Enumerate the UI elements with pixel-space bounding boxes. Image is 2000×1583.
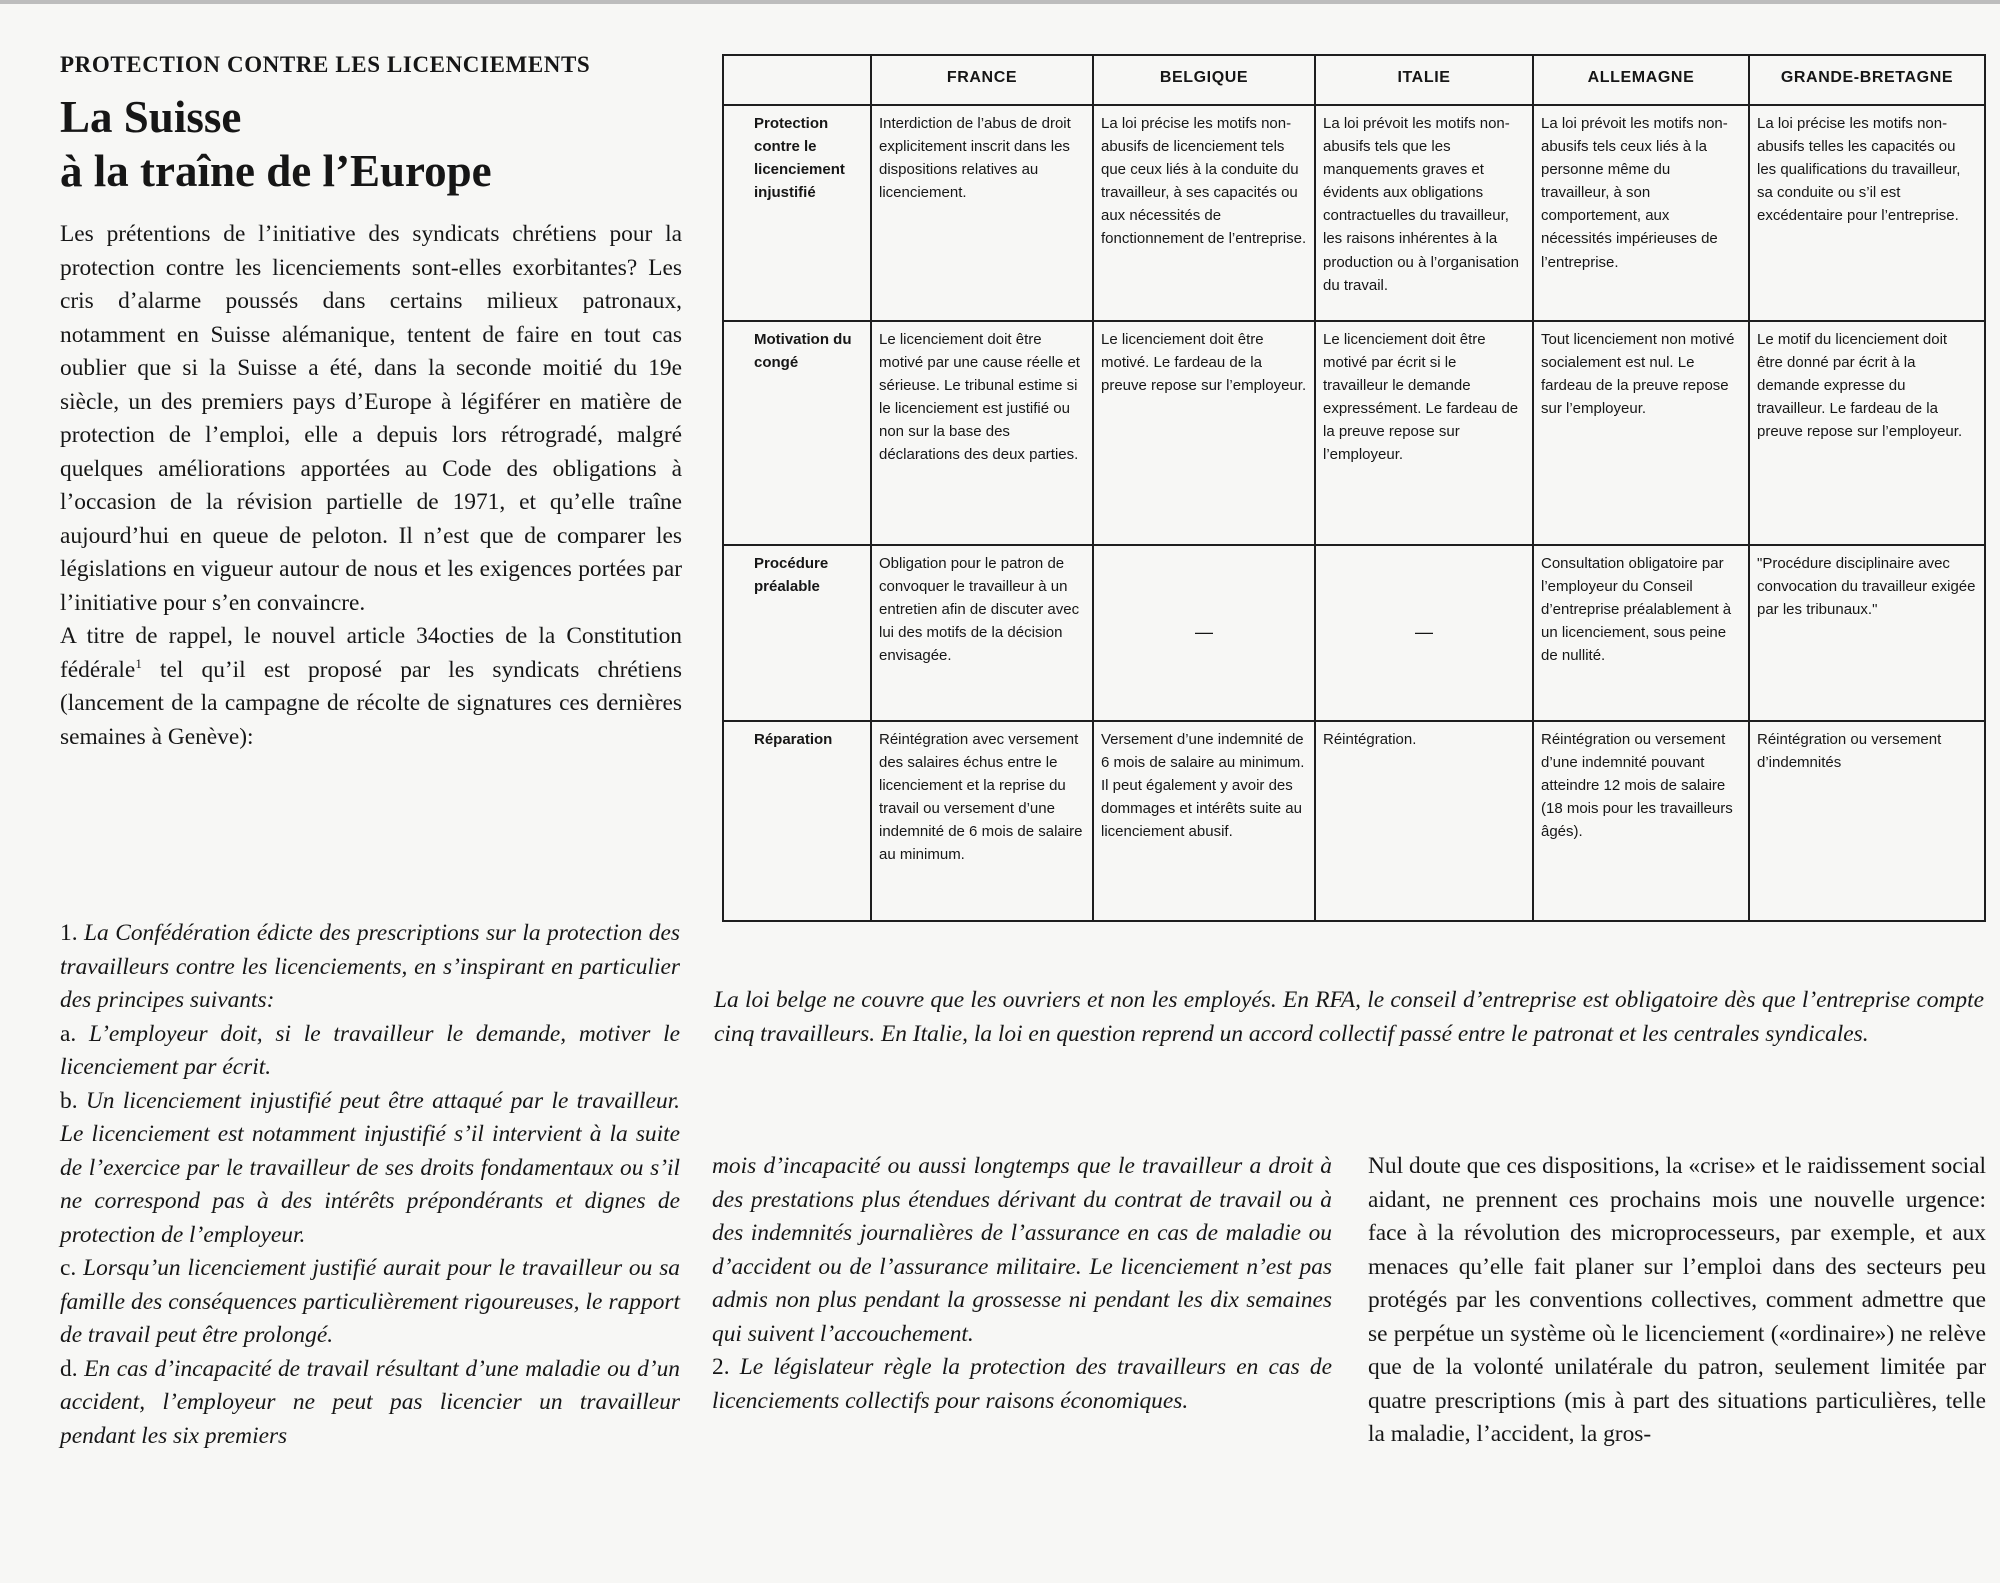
proposal-item-a (60, 1018, 680, 1085)
table-cell: Versement d’une indemnité de 6 mois de salaire au minimum. Il peut également y avoir des dommages et intérêts suite au licenciement abusif. (1093, 721, 1315, 921)
proposal-item-c-letter: c. (60, 1255, 77, 1281)
proposal-item-d-text: En cas d’incapacité de travail résultant d’une maladie ou d’un accident, l’employeur ne peut pas licencier un travailleur pendant les six premiers (60, 1355, 680, 1449)
headline-line-1: La Suisse (60, 92, 242, 142)
page-top-edge (0, 0, 2000, 4)
proposal-item-1-text: La Confédération édicte des prescriptions sur la protection des travailleurs contre les licenciements, en s’inspirant en particulier des principes suivants: (60, 920, 680, 1013)
footnote-marker: 1 (135, 655, 142, 671)
proposal-item-1 (60, 917, 680, 1018)
table-row (723, 545, 1985, 721)
article-headline (60, 90, 700, 198)
table-cell-empty-dash: — (1093, 545, 1315, 721)
proposal-item-b (60, 1085, 680, 1253)
row-header-motivation: Motivation du congé (723, 321, 871, 545)
row-header-protection: Protection contre le licenciement injustifié (723, 105, 871, 321)
table-cell: La loi prévoit les motifs non-abusifs tels ceux liés à la personne même du travailleur, à son comportement, aux nécessités impérieuses de l’entreprise. (1533, 105, 1749, 321)
proposal-item-a-text: L’employeur doit, si le travailleur le demande, motiver le licenciement par écrit. (60, 1020, 680, 1080)
column-header-allemagne: ALLEMAGNE (1533, 55, 1749, 105)
table-cell: La loi prévoit les motifs non-abusifs tels que les manquements graves et évidents aux obligations contractuelles du travailleur, les raisons inhérentes à la production ou à l’organisation du travail. (1315, 105, 1533, 321)
intro-paragraph-2 (60, 620, 682, 754)
proposal-item-b-text: Un licenciement injustifié peut être attaqué par le travailleur. Le licenciement est notamment injustifié s’il intervient à la suite de l’exercice par le travailleur de ses droits fondamentaux ou s’il ne correspond pas à des intérêts prépondérants et dignes de protection de l’employeur. (60, 1087, 680, 1248)
proposal-item-2-text: Le législateur règle la protection des travailleurs en cas de licenciements collectifs pour raisons économiques. (712, 1354, 1332, 1414)
table-header-row (723, 55, 1985, 105)
proposal-item-c-text: Lorsqu’un licenciement justifié aurait pour le travailleur ou sa famille des conséquences particulièrement rigoureuses, le rapport de travail peut être prolongé. (60, 1255, 680, 1348)
table-cell-empty-dash: — (1315, 545, 1533, 721)
row-header-procedure: Procédure préalable (723, 545, 871, 721)
proposal-item-2-number: 2. (712, 1354, 730, 1380)
table-cell: La loi précise les motifs non-abusifs de licenciement tels que ceux liés à la conduite du travailleur, à ses capacités ou aux nécessités de fonctionnement de l’entreprise. (1093, 105, 1315, 321)
proposal-item-d-letter: d. (60, 1355, 78, 1382)
table-cell: Tout licenciement non motivé socialement est nul. Le fardeau de la preuve repose sur l’employeur. (1533, 321, 1749, 545)
table-corner-cell (723, 55, 871, 105)
column-header-belgique: BELGIQUE (1093, 55, 1315, 105)
column-header-france: FRANCE (871, 55, 1093, 105)
proposal-text (60, 917, 680, 1453)
table-cell: "Procédure disciplinaire avec convocation du travailleur exigée par les tribunaux." (1749, 545, 1985, 721)
proposal-item-b-letter: b. (60, 1087, 78, 1114)
table-cell: Réintégration avec versement des salaires échus entre le licenciement et la reprise du travail ou versement d’une indemnité de 6 mois de salaire au minimum. (871, 721, 1093, 921)
table-row (723, 321, 1985, 545)
headline-line-2: à la traîne de l’Europe (60, 146, 492, 196)
proposal-item-d (60, 1353, 680, 1454)
table-cell: Le licenciement doit être motivé par écrit si le travailleur le demande expressément. Le fardeau de la preuve repose sur l’employeur. (1315, 321, 1533, 545)
table-caption: La loi belge ne couvre que les ouvriers et non les employés. En RFA, le conseil d’entreprise est obligatoire dès que l’entreprise compte cinq travailleurs. En Italie, la loi en question reprend un accord collectif passé entre le patronat et les centrales syndicales. (714, 987, 1984, 1047)
article-kicker: PROTECTION CONTRE LES LICENCIEMENTS (60, 52, 591, 77)
proposal-item-c (60, 1252, 680, 1353)
column-header-italie: ITALIE (1315, 55, 1533, 105)
column-header-grande-bretagne: GRANDE-BRETAGNE (1749, 55, 1985, 105)
intro-paragraph-1: Les prétentions de l’initiative des syndicats chrétiens pour la protection contre les licenciements sont-elles exorbitantes? Les cris d’alarme poussés dans certains milieux patronaux, notamment en Suisse alémanique, tentent de faire en tout cas oublier que si la Suisse a été, dans la seconde moitié du 19e siècle, un des premiers pays d’Europe à légiférer en matière de protection de l’emploi, elle a depuis lors rétrogradé, malgré quelques améliorations apportées au Code des obligations à l’occasion de la révision partielle de 1971, et qu’elle traîne aujourd’hui en queue de peloton. Il n’est que de comparer les législations en vigueur autour de nous et les exigences portées par l’initiative pour s’en convaincre. (60, 221, 682, 616)
intro-paragraph-2-start: A titre de rappel, le nouvel article 34octies de la Constitution fédérale (60, 623, 682, 683)
right-column-text: Nul doute que ces dispositions, la «crise» et le raidissement social aidant, ne prennent ces prochains mois une nouvelle urgence: face à la révolution des microprocesseurs, par exemple, et aux menaces qu’elle fait planer sur l’emploi dans des secteurs peu protégés par les conventions collectives, comment admettre que se perpétue un système où le licenciement («ordinaire») ne relève que de la volonté unilatérale du patron, seulement limitée par quatre prescriptions (mis à part des situations particulières, telle la maladie, l’accident, la gros- (1368, 1153, 1986, 1447)
proposal-item-1-number: 1. (60, 920, 78, 946)
table-cell: Le motif du licenciement doit être donné par écrit à la demande expresse du travailleur. Le fardeau de la preuve repose sur l’employeur. (1749, 321, 1985, 545)
table-cell: Consultation obligatoire par l’employeur du Conseil d’entreprise préalablement à un licenciement, sous peine de nullité. (1533, 545, 1749, 721)
table-cell: La loi précise les motifs non-abusifs telles les capacités ou les qualifications du travailleur, sa conduite ou s’il est excédentaire pour l’entreprise. (1749, 105, 1985, 321)
table-cell: Le licenciement doit être motivé. Le fardeau de la preuve repose sur l’employeur. (1093, 321, 1315, 545)
middle-column-text (712, 1150, 1332, 1418)
table-cell: Réintégration. (1315, 721, 1533, 921)
table-cell: Obligation pour le patron de convoquer le travailleur à un entretien afin de discuter avec lui des motifs de la décision envisagée. (871, 545, 1093, 721)
table-cell: Interdiction de l’abus de droit explicitement inscrit dans les dispositions relatives au licenciement. (871, 105, 1093, 321)
comparison-table (722, 54, 1986, 922)
intro-paragraph-2-end: tel qu’il est proposé par les syndicats chrétiens (lancement de la campagne de récolte de signatures ces dernières semaines à Genève): (60, 656, 682, 750)
middle-paragraph-1: mois d’incapacité ou aussi longtemps que le travailleur a droit à des prestations plus étendues dérivant du contrat de travail ou à des indemnités journalières de l’assurance en cas de maladie ou d’accident ou de l’assurance militaire. Le licenciement n’est pas admis non plus pendant la grossesse ni pendant les dix semaines qui suivent l’accouchement. (712, 1153, 1332, 1347)
table-row (723, 721, 1985, 921)
intro-text (60, 218, 682, 754)
proposal-item-2 (712, 1351, 1332, 1418)
table-cell: Le licenciement doit être motivé par une cause réelle et sérieuse. Le tribunal estime si le licenciement est justifié ou non sur la base des déclarations des deux parties. (871, 321, 1093, 545)
row-header-reparation: Réparation (723, 721, 871, 921)
table-cell: Réintégration ou versement d’une indemnité pouvant atteindre 12 mois de salaire (18 mois pour les travailleurs âgés). (1533, 721, 1749, 921)
proposal-item-a-letter: a. (60, 1020, 77, 1047)
table-cell: Réintégration ou versement d’indemnités (1749, 721, 1985, 921)
comparison-table-container (722, 54, 1984, 928)
table-row (723, 105, 1985, 321)
